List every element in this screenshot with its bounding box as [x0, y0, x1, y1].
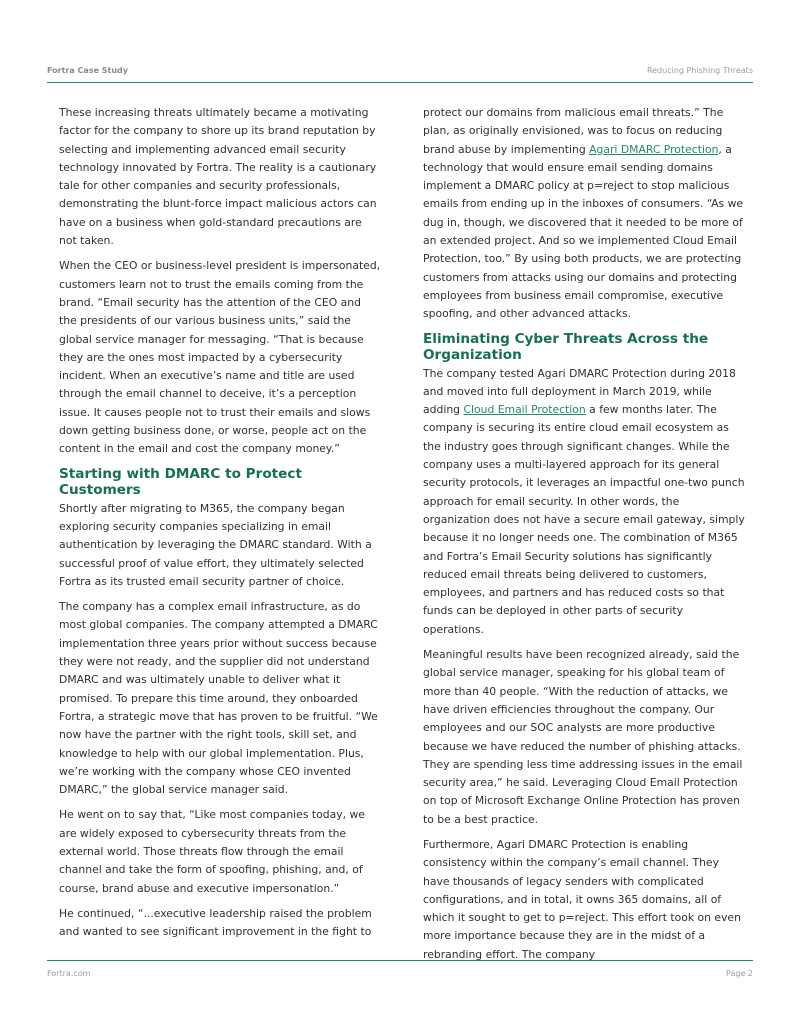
page-footer	[47, 960, 753, 985]
page-number: Page 2	[726, 969, 753, 978]
paragraph: He continued, “...executive leadership raised the problem and wanted to see significant improvement in the fight to	[59, 906, 372, 939]
paragraph-text: The company tested Agari DMARC Protection during 2018 and moved into full deployment in March 2019, while adding	[423, 366, 736, 417]
paragraph: Shortly after migrating to M365, the company began exploring security companies specializing in email authentication by leveraging the DMARC standard. With a successful proof of value effort, they ultimately selected Fortra as its trusted email security partner of choice.	[59, 501, 372, 588]
paragraph: The company has a complex email infrastructure, as do most global companies. The company attempted a DMARC implementation three years prior without success because they were not ready, and the supplier did not understand DMARC and was ultimately unable to deliver what it promised. To prepare this time around, they onboarded Fortra, a strategic move that has proven to be fruitful. “We now have the partner with the right tools, skill set, and knowledge to help with our global implementation. Plus, we’re working with the company whose CEO invented DMARC,” the global service manager said.	[59, 600, 378, 797]
paragraph	[423, 365, 746, 639]
right-column	[423, 104, 746, 971]
header-doc-title: Reducing Phishing Threats	[646, 66, 753, 75]
left-column	[59, 104, 382, 948]
paragraph: These increasing threats ultimately became a motivating factor for the company to shore up its brand reputation by selecting and implementing advanced email security technology innovated by Fortra. The reality is a cautionary tale for other companies and security professionals, demonstrating the blunt-force impact malicious actors can have on a business when gold-standard precautions are not taken.	[59, 106, 377, 248]
paragraph: When the CEO or business-level president is impersonated, customers learn not to trust the emails coming from the brand. “Email security has the attention of the CEO and the presidents of our various business units,” said the global service manager for messaging. “That is because they are the ones most impacted by a cybersecurity incident. When an executive’s name and title are used through the email channel to deceive, it’s a perception issue. It causes people not to trust their emails and slows down getting business done, or worse, people act on the content in the email and cost the company money.”	[59, 259, 381, 456]
paragraph: Meaningful results have been recognized already, said the global service manager, speaking for his global team of more than 40 people. “With the reduction of attacks, we have driven efficiencies throughout the company. Our employees and our SOC analysts are more productive because we have reduced the number of phishing attacks. They are spending less time addressing issues in the email security area,” he said. Leveraging Cloud Email Protection on top of Microsoft Exchange Online Protection has proven to be a best practice.	[423, 648, 743, 826]
paragraph-text: protect our domains from malicious email threats.” The plan, as originally envisioned, was to focus on reducing brand abuse by implementing	[423, 106, 724, 156]
paragraph	[423, 104, 746, 324]
section-heading-dmarc: Starting with DMARC to Protect Customers	[59, 465, 302, 498]
agari-dmarc-protection-link[interactable]: Agari DMARC Protection	[589, 142, 719, 156]
section-heading-eliminating-threats: Eliminating Cyber Threats Across the Organization	[423, 330, 709, 363]
paragraph: He went on to say that, “Like most companies today, we are widely exposed to cybersecurity threats from the external world. Those threats flow through the email channel and take the form of spoofing, phishing, and, of course, brand abuse and executive impersonation.”	[59, 808, 365, 895]
cloud-email-protection-link[interactable]: Cloud Email Protection	[463, 403, 586, 417]
header-doc-type: Fortra Case Study	[47, 66, 128, 75]
page-header	[47, 62, 753, 83]
paragraph-text: a few months later. The company is securing its entire cloud email ecosystem as the industry goes through significant changes. While the company uses a multi-layered approach for its general security protocols, it leverages an impactful one-two punch approach for email security. In other words, the organization does not have a secure email gateway, simply because it no longer needs one. The combination of M365 and Fortra’s Email Security solutions has significantly reduced email threats being delivered to customers, employees, and partners and has reduced costs so that funds can be deployed in other parts of security operations.	[423, 403, 745, 636]
paragraph-text: , a technology that would ensure email sending domains implement a DMARC policy at p=reject to stop malicious emails from ending up in the inboxes of consumers. “As we dug in, though, we discovered that it needed to be more of an extended project. And so we implemented Cloud Email Protection, too.” By using both products, we are protecting customers from attacks using our domains and protecting employees from business email compromise, executive spoofing, and other advanced attacks.	[423, 142, 744, 321]
footer-site: Fortra.com	[47, 969, 91, 978]
paragraph: Furthermore, Agari DMARC Protection is enabling consistency within the company’s email channel. They have thousands of legacy senders with complicated configurations, and in total, it owns 365 domains, all of which it sought to get to p=reject. This effort took on even more importance because they are in the midst of a rebranding effort. The company	[423, 837, 741, 961]
